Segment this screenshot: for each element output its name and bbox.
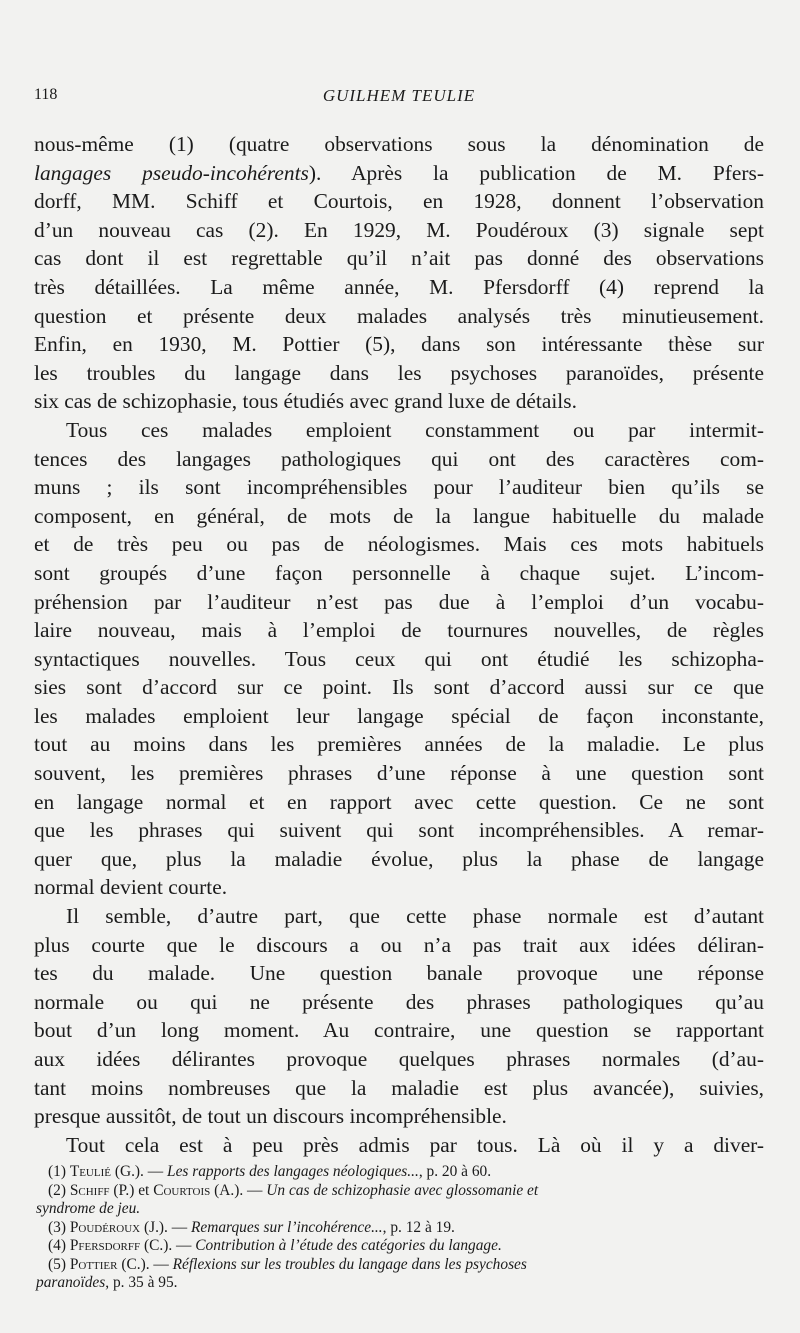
footnote bbox=[48, 1256, 766, 1275]
italic-term: langages pseudo-incohérents bbox=[34, 160, 309, 185]
text-line: tes du malade. Une question banale provoque une réponse bbox=[34, 961, 764, 986]
text-line: les troubles du langage dans les psychoses paranoïdes, présente bbox=[34, 360, 764, 385]
footnote-author: Teulié bbox=[69, 1163, 111, 1180]
footnote bbox=[48, 1182, 766, 1201]
text-line: que les phrases qui suivent qui sont incompréhensibles. A remar- bbox=[34, 818, 764, 843]
footnote-pages: , p. 20 à 60. bbox=[418, 1163, 492, 1180]
footnote-initials: (G.). — bbox=[114, 1163, 164, 1180]
footnote-pages: , p. 12 à 19. bbox=[382, 1218, 455, 1236]
running-title: GUILHEM TEULIE bbox=[322, 86, 476, 105]
text-line: très détaillées. La même année, M. Pfersdorff (4) reprend la bbox=[34, 274, 764, 299]
text-line: Enfin, en 1930, M. Pottier (5), dans son intéressante thèse sur bbox=[34, 332, 764, 357]
footnote-number: (5) bbox=[48, 1255, 66, 1273]
footnote-continuation bbox=[36, 1200, 766, 1219]
page-header bbox=[34, 86, 764, 110]
text-line: sont groupés d’une façon personnelle à chaque sujet. L’incom- bbox=[34, 560, 764, 585]
text-line: sies sont d’accord sur ce point. Ils sont d’accord aussi sur ce que bbox=[34, 675, 764, 700]
text-segment: ). Après la publication de M. Pfers- bbox=[308, 160, 764, 185]
text-line: aux idées délirantes provoque quelques phrases normales (d’au- bbox=[34, 1047, 764, 1071]
text-line: bout d’un long moment. Au contraire, une question se rapportant bbox=[34, 1018, 764, 1043]
text-line: d’un nouveau cas (2). En 1929, M. Poudéroux (3) signale sept bbox=[34, 217, 764, 242]
footnote-author: Poudéroux bbox=[69, 1218, 141, 1236]
footnote-title: Contribution à l’étude des catégories du langage. bbox=[195, 1237, 502, 1254]
footnote-author: Schiff bbox=[69, 1181, 110, 1199]
text-line: laire nouveau, mais à l’emploi de tournures nouvelles, de règles bbox=[34, 618, 764, 643]
footnote-number: (4) bbox=[48, 1237, 66, 1254]
text-line: les malades emploient leur langage spécial de façon inconstante, bbox=[34, 703, 764, 728]
footnote-title-continuation: syndrome de jeu. bbox=[36, 1200, 141, 1217]
footnote-title: Réflexions sur les troubles du langage dans les psychoses bbox=[172, 1255, 527, 1273]
text-line: dorff, MM. Schiff et Courtois, en 1928, donnent l’observation bbox=[34, 189, 764, 214]
text-line: tout au moins dans les premières années de la maladie. Le plus bbox=[34, 732, 764, 757]
text-line: question et présente deux malades analysés très minutieusement. bbox=[34, 303, 764, 328]
text-line: tant moins nombreuses que la maladie est plus avancée), suivies, bbox=[34, 1075, 764, 1100]
footnote-title: Un cas de schizophasie avec glossomanie et bbox=[266, 1181, 539, 1199]
page-number: 118 bbox=[34, 86, 58, 103]
text-line: presque aussitôt, de tout un discours incompréhensible. bbox=[34, 1104, 507, 1129]
text-line: en langage normal et en rapport avec cette question. Ce ne sont bbox=[34, 789, 764, 814]
footnote-initials: (P.) et bbox=[113, 1181, 150, 1199]
footnote-author: Courtois bbox=[153, 1181, 211, 1199]
footnote-initials: (J.). — bbox=[143, 1218, 188, 1236]
footnote-title: Remarques sur l’incohérence... bbox=[191, 1218, 383, 1236]
footnotes bbox=[36, 1163, 766, 1293]
text-line: composent, en général, de mots de la langue habituelle du malade bbox=[34, 503, 764, 528]
text-line bbox=[34, 159, 764, 188]
text-line: normale ou qui ne présente des phrases pathologiques qu’au bbox=[34, 989, 764, 1014]
text-line: cas dont il est regrettable qu’il n’ait pas donné des observations bbox=[34, 246, 764, 271]
text-line: syntactiques nouvelles. Tous ceux qui ont étudié les schizopha- bbox=[34, 646, 764, 671]
footnote-author: Pottier bbox=[69, 1255, 118, 1273]
text-line: muns ; ils sont incompréhensibles pour l’auditeur bien qu’ils se bbox=[34, 475, 764, 500]
text-line: six cas de schizophasie, tous étudiés avec grand luxe de détails. bbox=[34, 389, 577, 414]
text-line: Il semble, d’autre part, que cette phase normale est d’autant bbox=[66, 904, 764, 929]
footnote-initials: (C.). — bbox=[121, 1255, 169, 1273]
footnote-initials: (C.). — bbox=[143, 1237, 192, 1254]
footnote-number: (1) bbox=[48, 1163, 66, 1180]
text-line: tences des langages pathologiques qui ont des caractères com- bbox=[34, 446, 764, 471]
footnote bbox=[48, 1163, 766, 1182]
text-line: nous-même (1) (quatre observations sous la dénomination de bbox=[34, 132, 764, 156]
footnote-author: Pfersdorff bbox=[69, 1237, 141, 1254]
footnote-number: (3) bbox=[48, 1218, 66, 1236]
footnote-title: Les rapports des langages néologiques... bbox=[167, 1163, 419, 1180]
footnote-title-continuation: paranoïdes bbox=[36, 1274, 106, 1291]
footnote bbox=[48, 1237, 766, 1256]
body-text bbox=[34, 130, 764, 1159]
footnote bbox=[48, 1219, 766, 1238]
text-line: Tous ces malades emploient constamment ou par intermit- bbox=[66, 417, 764, 442]
text-line: Tout cela est à peu près admis par tous. Là où il y a diver- bbox=[66, 1132, 764, 1157]
text-line: préhension par l’auditeur n’est pas due à l’emploi d’un vocabu- bbox=[34, 589, 764, 614]
footnote-initials: (A.). — bbox=[214, 1181, 263, 1199]
text-line: normal devient courte. bbox=[34, 875, 228, 900]
footnote-pages: , p. 35 à 95. bbox=[105, 1274, 178, 1291]
text-line: plus courte que le discours a ou n’a pas trait aux idées déliran- bbox=[34, 932, 764, 957]
text-line: quer que, plus la maladie évolue, plus la phase de langage bbox=[34, 846, 764, 871]
text-line: souvent, les premières phrases d’une réponse à une question sont bbox=[34, 761, 764, 786]
footnote-continuation bbox=[36, 1274, 766, 1293]
footnote-number: (2) bbox=[48, 1181, 66, 1199]
text-line: et de très peu ou pas de néologismes. Mais ces mots habituels bbox=[34, 532, 764, 557]
